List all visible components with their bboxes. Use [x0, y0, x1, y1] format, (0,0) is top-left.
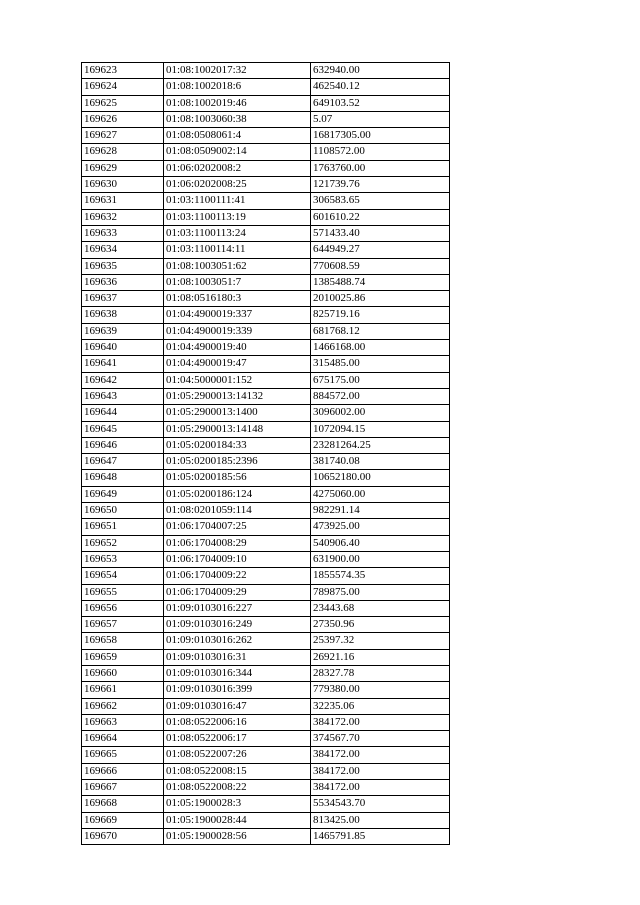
cadastral-number-cell: 01:09:0103016:249	[164, 617, 311, 633]
cadastral-number-cell: 01:05:0200185:2396	[164, 454, 311, 470]
cadastral-number-cell: 01:05:1900028:56	[164, 828, 311, 844]
value-cell: 2010025.86	[311, 291, 450, 307]
row-id-cell: 169646	[82, 437, 164, 453]
table-row	[82, 177, 450, 193]
value-cell: 1465791.85	[311, 828, 450, 844]
value-cell: 462540.12	[311, 79, 450, 95]
table-row	[82, 584, 450, 600]
table-row	[82, 486, 450, 502]
table-row	[82, 519, 450, 535]
cadastral-number-cell: 01:08:1002017:32	[164, 63, 311, 79]
cadastral-number-cell: 01:08:0201059:114	[164, 503, 311, 519]
value-cell: 884572.00	[311, 388, 450, 404]
value-cell: 601610.22	[311, 209, 450, 225]
value-cell: 571433.40	[311, 225, 450, 241]
row-id-cell: 169668	[82, 796, 164, 812]
table-body	[82, 63, 450, 845]
table-row	[82, 63, 450, 79]
cadastral-number-cell: 01:05:0200185:56	[164, 470, 311, 486]
value-cell: 1855574.35	[311, 568, 450, 584]
cadastral-number-cell: 01:06:0202008:25	[164, 177, 311, 193]
value-cell: 1466168.00	[311, 340, 450, 356]
row-id-cell: 169670	[82, 828, 164, 844]
cadastral-number-cell: 01:06:1704009:29	[164, 584, 311, 600]
row-id-cell: 169639	[82, 323, 164, 339]
cadastral-number-cell: 01:05:2900013:14148	[164, 421, 311, 437]
table-row	[82, 682, 450, 698]
table-row	[82, 796, 450, 812]
cadastral-number-cell: 01:09:0103016:47	[164, 698, 311, 714]
cadastral-number-cell: 01:05:0200184:33	[164, 437, 311, 453]
table-row	[82, 617, 450, 633]
cadastral-number-cell: 01:06:1704009:22	[164, 568, 311, 584]
row-id-cell: 169661	[82, 682, 164, 698]
row-id-cell: 169657	[82, 617, 164, 633]
value-cell: 770608.59	[311, 258, 450, 274]
value-cell: 5.07	[311, 111, 450, 127]
value-cell: 27350.96	[311, 617, 450, 633]
value-cell: 789875.00	[311, 584, 450, 600]
table-row	[82, 111, 450, 127]
row-id-cell: 169660	[82, 665, 164, 681]
cadastral-number-cell: 01:09:0103016:262	[164, 633, 311, 649]
cadastral-value-table	[81, 62, 450, 845]
row-id-cell: 169632	[82, 209, 164, 225]
table-row	[82, 698, 450, 714]
row-id-cell: 169628	[82, 144, 164, 160]
table-row	[82, 421, 450, 437]
table-row	[82, 258, 450, 274]
cadastral-number-cell: 01:08:0509002:14	[164, 144, 311, 160]
value-cell: 1108572.00	[311, 144, 450, 160]
row-id-cell: 169648	[82, 470, 164, 486]
cadastral-number-cell: 01:04:4900019:47	[164, 356, 311, 372]
cadastral-number-cell: 01:08:1003051:62	[164, 258, 311, 274]
value-cell: 381740.08	[311, 454, 450, 470]
value-cell: 32235.06	[311, 698, 450, 714]
cadastral-number-cell: 01:08:0516180:3	[164, 291, 311, 307]
value-cell: 982291.14	[311, 503, 450, 519]
cadastral-number-cell: 01:03:1100111:41	[164, 193, 311, 209]
cadastral-number-cell: 01:03:1100113:24	[164, 225, 311, 241]
table-row	[82, 388, 450, 404]
row-id-cell: 169645	[82, 421, 164, 437]
value-cell: 26921.16	[311, 649, 450, 665]
cadastral-number-cell: 01:06:0202008:2	[164, 160, 311, 176]
row-id-cell: 169623	[82, 63, 164, 79]
row-id-cell: 169669	[82, 812, 164, 828]
value-cell: 374567.70	[311, 731, 450, 747]
row-id-cell: 169651	[82, 519, 164, 535]
cadastral-number-cell: 01:05:2900013:14132	[164, 388, 311, 404]
table-row	[82, 128, 450, 144]
value-cell: 28327.78	[311, 665, 450, 681]
value-cell: 1385488.74	[311, 274, 450, 290]
row-id-cell: 169634	[82, 242, 164, 258]
row-id-cell: 169633	[82, 225, 164, 241]
value-cell: 306583.65	[311, 193, 450, 209]
table-row	[82, 372, 450, 388]
value-cell: 779380.00	[311, 682, 450, 698]
table-row	[82, 568, 450, 584]
value-cell: 4275060.00	[311, 486, 450, 502]
value-cell: 813425.00	[311, 812, 450, 828]
value-cell: 315485.00	[311, 356, 450, 372]
table-row	[82, 79, 450, 95]
table-row	[82, 193, 450, 209]
value-cell: 384172.00	[311, 763, 450, 779]
table-row	[82, 307, 450, 323]
cadastral-number-cell: 01:04:4900019:40	[164, 340, 311, 356]
cadastral-number-cell: 01:03:1100113:19	[164, 209, 311, 225]
row-id-cell: 169655	[82, 584, 164, 600]
row-id-cell: 169625	[82, 95, 164, 111]
table-row	[82, 780, 450, 796]
value-cell: 16817305.00	[311, 128, 450, 144]
value-cell: 384172.00	[311, 780, 450, 796]
row-id-cell: 169659	[82, 649, 164, 665]
table-row	[82, 144, 450, 160]
value-cell: 25397.32	[311, 633, 450, 649]
cadastral-number-cell: 01:05:2900013:1400	[164, 405, 311, 421]
table-row	[82, 470, 450, 486]
cadastral-number-cell: 01:04:5000001:152	[164, 372, 311, 388]
value-cell: 23281264.25	[311, 437, 450, 453]
row-id-cell: 169662	[82, 698, 164, 714]
cadastral-number-cell: 01:06:1704007:25	[164, 519, 311, 535]
value-cell: 540906.40	[311, 535, 450, 551]
row-id-cell: 169641	[82, 356, 164, 372]
row-id-cell: 169649	[82, 486, 164, 502]
table-row	[82, 633, 450, 649]
row-id-cell: 169624	[82, 79, 164, 95]
table-row	[82, 551, 450, 567]
row-id-cell: 169663	[82, 714, 164, 730]
cadastral-number-cell: 01:08:0522007:26	[164, 747, 311, 763]
row-id-cell: 169666	[82, 763, 164, 779]
row-id-cell: 169630	[82, 177, 164, 193]
table-row	[82, 503, 450, 519]
row-id-cell: 169643	[82, 388, 164, 404]
value-cell: 384172.00	[311, 714, 450, 730]
table-row	[82, 731, 450, 747]
cadastral-number-cell: 01:08:1003060:38	[164, 111, 311, 127]
row-id-cell: 169650	[82, 503, 164, 519]
cadastral-number-cell: 01:05:1900028:44	[164, 812, 311, 828]
value-cell: 1072094.15	[311, 421, 450, 437]
cadastral-number-cell: 01:05:0200186:124	[164, 486, 311, 502]
value-cell: 649103.52	[311, 95, 450, 111]
cadastral-number-cell: 01:08:0508061:4	[164, 128, 311, 144]
table-row	[82, 812, 450, 828]
value-cell: 681768.12	[311, 323, 450, 339]
table-row	[82, 323, 450, 339]
table-row	[82, 665, 450, 681]
cadastral-number-cell: 01:06:1704009:10	[164, 551, 311, 567]
value-cell: 10652180.00	[311, 470, 450, 486]
cadastral-number-cell: 01:08:0522006:16	[164, 714, 311, 730]
cadastral-number-cell: 01:04:4900019:339	[164, 323, 311, 339]
table-row	[82, 763, 450, 779]
row-id-cell: 169626	[82, 111, 164, 127]
cadastral-number-cell: 01:08:0522008:22	[164, 780, 311, 796]
table-row	[82, 828, 450, 844]
row-id-cell: 169644	[82, 405, 164, 421]
row-id-cell: 169658	[82, 633, 164, 649]
row-id-cell: 169647	[82, 454, 164, 470]
cadastral-number-cell: 01:09:0103016:399	[164, 682, 311, 698]
row-id-cell: 169642	[82, 372, 164, 388]
table-row	[82, 291, 450, 307]
value-cell: 3096002.00	[311, 405, 450, 421]
row-id-cell: 169667	[82, 780, 164, 796]
table-row	[82, 160, 450, 176]
value-cell: 631900.00	[311, 551, 450, 567]
row-id-cell: 169640	[82, 340, 164, 356]
value-cell: 825719.16	[311, 307, 450, 323]
value-cell: 23443.68	[311, 600, 450, 616]
cadastral-number-cell: 01:08:0522008:15	[164, 763, 311, 779]
table-row	[82, 356, 450, 372]
table-row	[82, 274, 450, 290]
row-id-cell: 169627	[82, 128, 164, 144]
value-cell: 5534543.70	[311, 796, 450, 812]
cadastral-number-cell: 01:04:4900019:337	[164, 307, 311, 323]
table-row	[82, 714, 450, 730]
table-row	[82, 747, 450, 763]
cadastral-number-cell: 01:09:0103016:227	[164, 600, 311, 616]
table-row	[82, 340, 450, 356]
value-cell: 384172.00	[311, 747, 450, 763]
table-row	[82, 454, 450, 470]
row-id-cell: 169652	[82, 535, 164, 551]
value-cell: 632940.00	[311, 63, 450, 79]
table-row	[82, 209, 450, 225]
table-row	[82, 600, 450, 616]
value-cell: 675175.00	[311, 372, 450, 388]
cadastral-number-cell: 01:08:1002019:46	[164, 95, 311, 111]
cadastral-number-cell: 01:05:1900028:3	[164, 796, 311, 812]
value-cell: 121739.76	[311, 177, 450, 193]
row-id-cell: 169631	[82, 193, 164, 209]
cadastral-number-cell: 01:08:1003051:7	[164, 274, 311, 290]
table-row	[82, 225, 450, 241]
row-id-cell: 169656	[82, 600, 164, 616]
row-id-cell: 169665	[82, 747, 164, 763]
row-id-cell: 169638	[82, 307, 164, 323]
table-row	[82, 95, 450, 111]
value-cell: 473925.00	[311, 519, 450, 535]
cadastral-number-cell: 01:03:1100114:11	[164, 242, 311, 258]
value-cell: 644949.27	[311, 242, 450, 258]
value-cell: 1763760.00	[311, 160, 450, 176]
row-id-cell: 169654	[82, 568, 164, 584]
row-id-cell: 169629	[82, 160, 164, 176]
table-row	[82, 535, 450, 551]
row-id-cell: 169653	[82, 551, 164, 567]
table-row	[82, 242, 450, 258]
table-row	[82, 437, 450, 453]
row-id-cell: 169636	[82, 274, 164, 290]
cadastral-number-cell: 01:08:1002018:6	[164, 79, 311, 95]
table-row	[82, 405, 450, 421]
row-id-cell: 169664	[82, 731, 164, 747]
cadastral-number-cell: 01:09:0103016:31	[164, 649, 311, 665]
row-id-cell: 169635	[82, 258, 164, 274]
cadastral-number-cell: 01:06:1704008:29	[164, 535, 311, 551]
cadastral-number-cell: 01:09:0103016:344	[164, 665, 311, 681]
cadastral-number-cell: 01:08:0522006:17	[164, 731, 311, 747]
row-id-cell: 169637	[82, 291, 164, 307]
table-row	[82, 649, 450, 665]
